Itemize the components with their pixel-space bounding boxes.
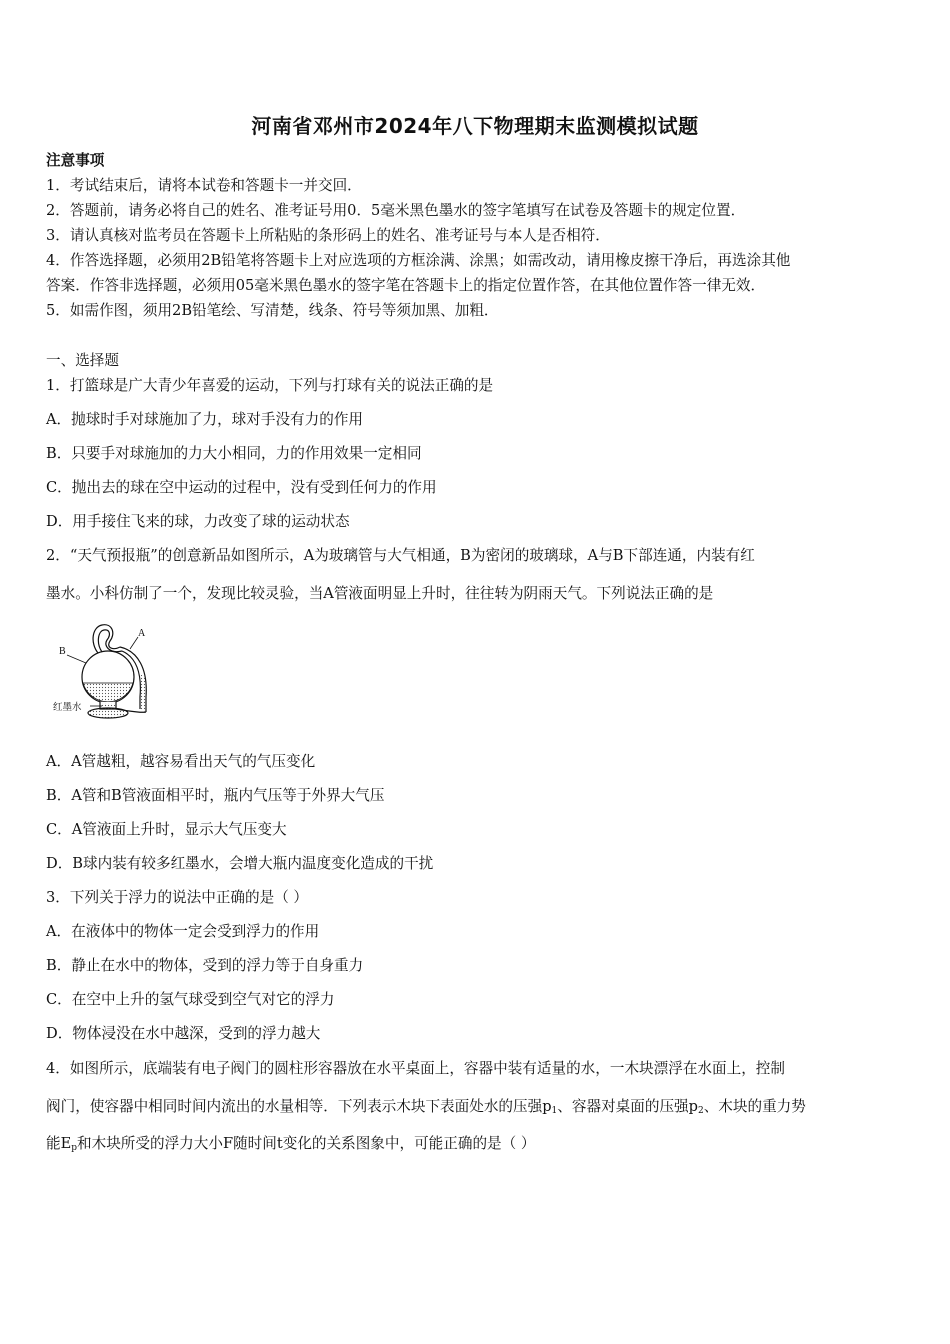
question-4-line-3 [46,1134,906,1158]
question-2-stem-line-1: 2．“天气预报瓶”的创意新品如图所示，A为玻璃管与大气相通，B为密闭的玻璃球，A与B下部连通，内装有红 [46,547,755,564]
section-heading: 一、选择题 [46,352,119,369]
red-ink-in-bulb [83,683,133,702]
question-1-option-d: D．用手接住飞来的球，力改变了球的运动状态 [46,513,350,530]
notice-item: 1．考试结束后，请将本试卷和答题卡一并交回． [46,177,362,194]
question-2-option-c: C．A管液面上升时，显示大气压变大 [46,821,287,838]
question-3-stem: 3．下列关于浮力的说法中正确的是（ ） [46,889,309,906]
q4-subscript: p [71,1143,78,1153]
q4-text: 、容器对桌面的压强p [557,1098,698,1115]
notice-item: 5．如需作图，须用2B铅笔绘、写清楚，线条、符号等须加黑、加粗． [46,302,499,319]
question-4-line-1: 4．如图所示，底端装有电子阀门的圆柱形容器放在水平桌面上，容器中装有适量的水，一木块漂浮在水面上，控制 [46,1060,785,1077]
notice-item: 4．作答选择题，必须用2B铅笔将答题卡上对应选项的方框涂满、涂黑；如需改动，请用橡皮擦干净后，再选涂其他 [46,252,791,269]
q4-text: 能E [46,1135,72,1152]
q4-text: 阀门，使容器中相同时间内流出的水量相等．下列表示木块下表面处水的压强p [46,1098,552,1115]
notice-item: 3．请认真核对监考员在答题卡上所粘贴的条形码上的姓名、准考证号与本人是否相符． [46,227,610,244]
notice-item: 答案．作答非选择题，必须用05毫米黑色墨水的签字笔在答题卡上的指定位置作答，在其他位置作答一律无效． [46,277,766,294]
weather-bottle-diagram [50,617,160,729]
page-title: 河南省邓州市2024年八下物理期末监测模拟试题 [251,114,699,138]
question-2-option-d: D．B球内装有较多红墨水，会增大瓶内温度变化造成的干扰 [46,855,434,872]
question-1-stem: 1．打篮球是广大青少年喜爱的运动，下列与打球有关的说法正确的是 [46,377,494,394]
weather-bottle-figure [50,617,160,729]
question-3-option-c: C．在空中上升的氢气球受到空气对它的浮力 [46,991,335,1008]
q4-subscript: 2 [697,1106,704,1116]
q4-text: 、木块的重力势 [703,1098,806,1115]
question-3-option-a: A．在液体中的物体一定会受到浮力的作用 [46,923,320,940]
question-1-option-b: B．只要手对球施加的力大小相同，力的作用效果一定相同 [46,445,422,462]
label-red-ink: 红墨水 [53,702,82,713]
q4-subscript: 1 [551,1106,558,1116]
question-3-option-b: B．静止在水中的物体，受到的浮力等于自身重力 [46,957,364,974]
question-2-option-a: A．A管越粗，越容易看出天气的气压变化 [46,753,316,770]
notice-item: 2．答题前，请务必将自己的姓名、准考证号用0．5毫米黑色墨水的签字笔填写在试卷及答题卡的规定位置． [46,202,746,219]
label-b: B [59,646,66,657]
q4-text: 和木块所受的浮力大小F随时间t变化的关系图象中，可能正确的是（ ） [77,1135,536,1152]
label-a: A [138,628,146,639]
question-1-option-a: A．抛球时手对球施加了力，球对手没有力的作用 [46,411,364,428]
notice-heading: 注意事项 [46,152,105,169]
question-3-option-d: D．物体浸没在水中越深，受到的浮力越大 [46,1025,321,1042]
question-2-stem-line-2: 墨水。小科仿制了一个，发现比较灵验，当A管液面明显上升时，往往转为阴雨天气。下列说法正确的是 [46,585,714,602]
question-2-option-b: B．A管和B管液面相平时，瓶内气压等于外界大气压 [46,787,385,804]
question-4-line-2 [46,1097,906,1121]
red-ink-in-tube [140,675,146,712]
question-1-option-c: C．抛出去的球在空中运动的过程中，没有受到任何力的作用 [46,479,437,496]
